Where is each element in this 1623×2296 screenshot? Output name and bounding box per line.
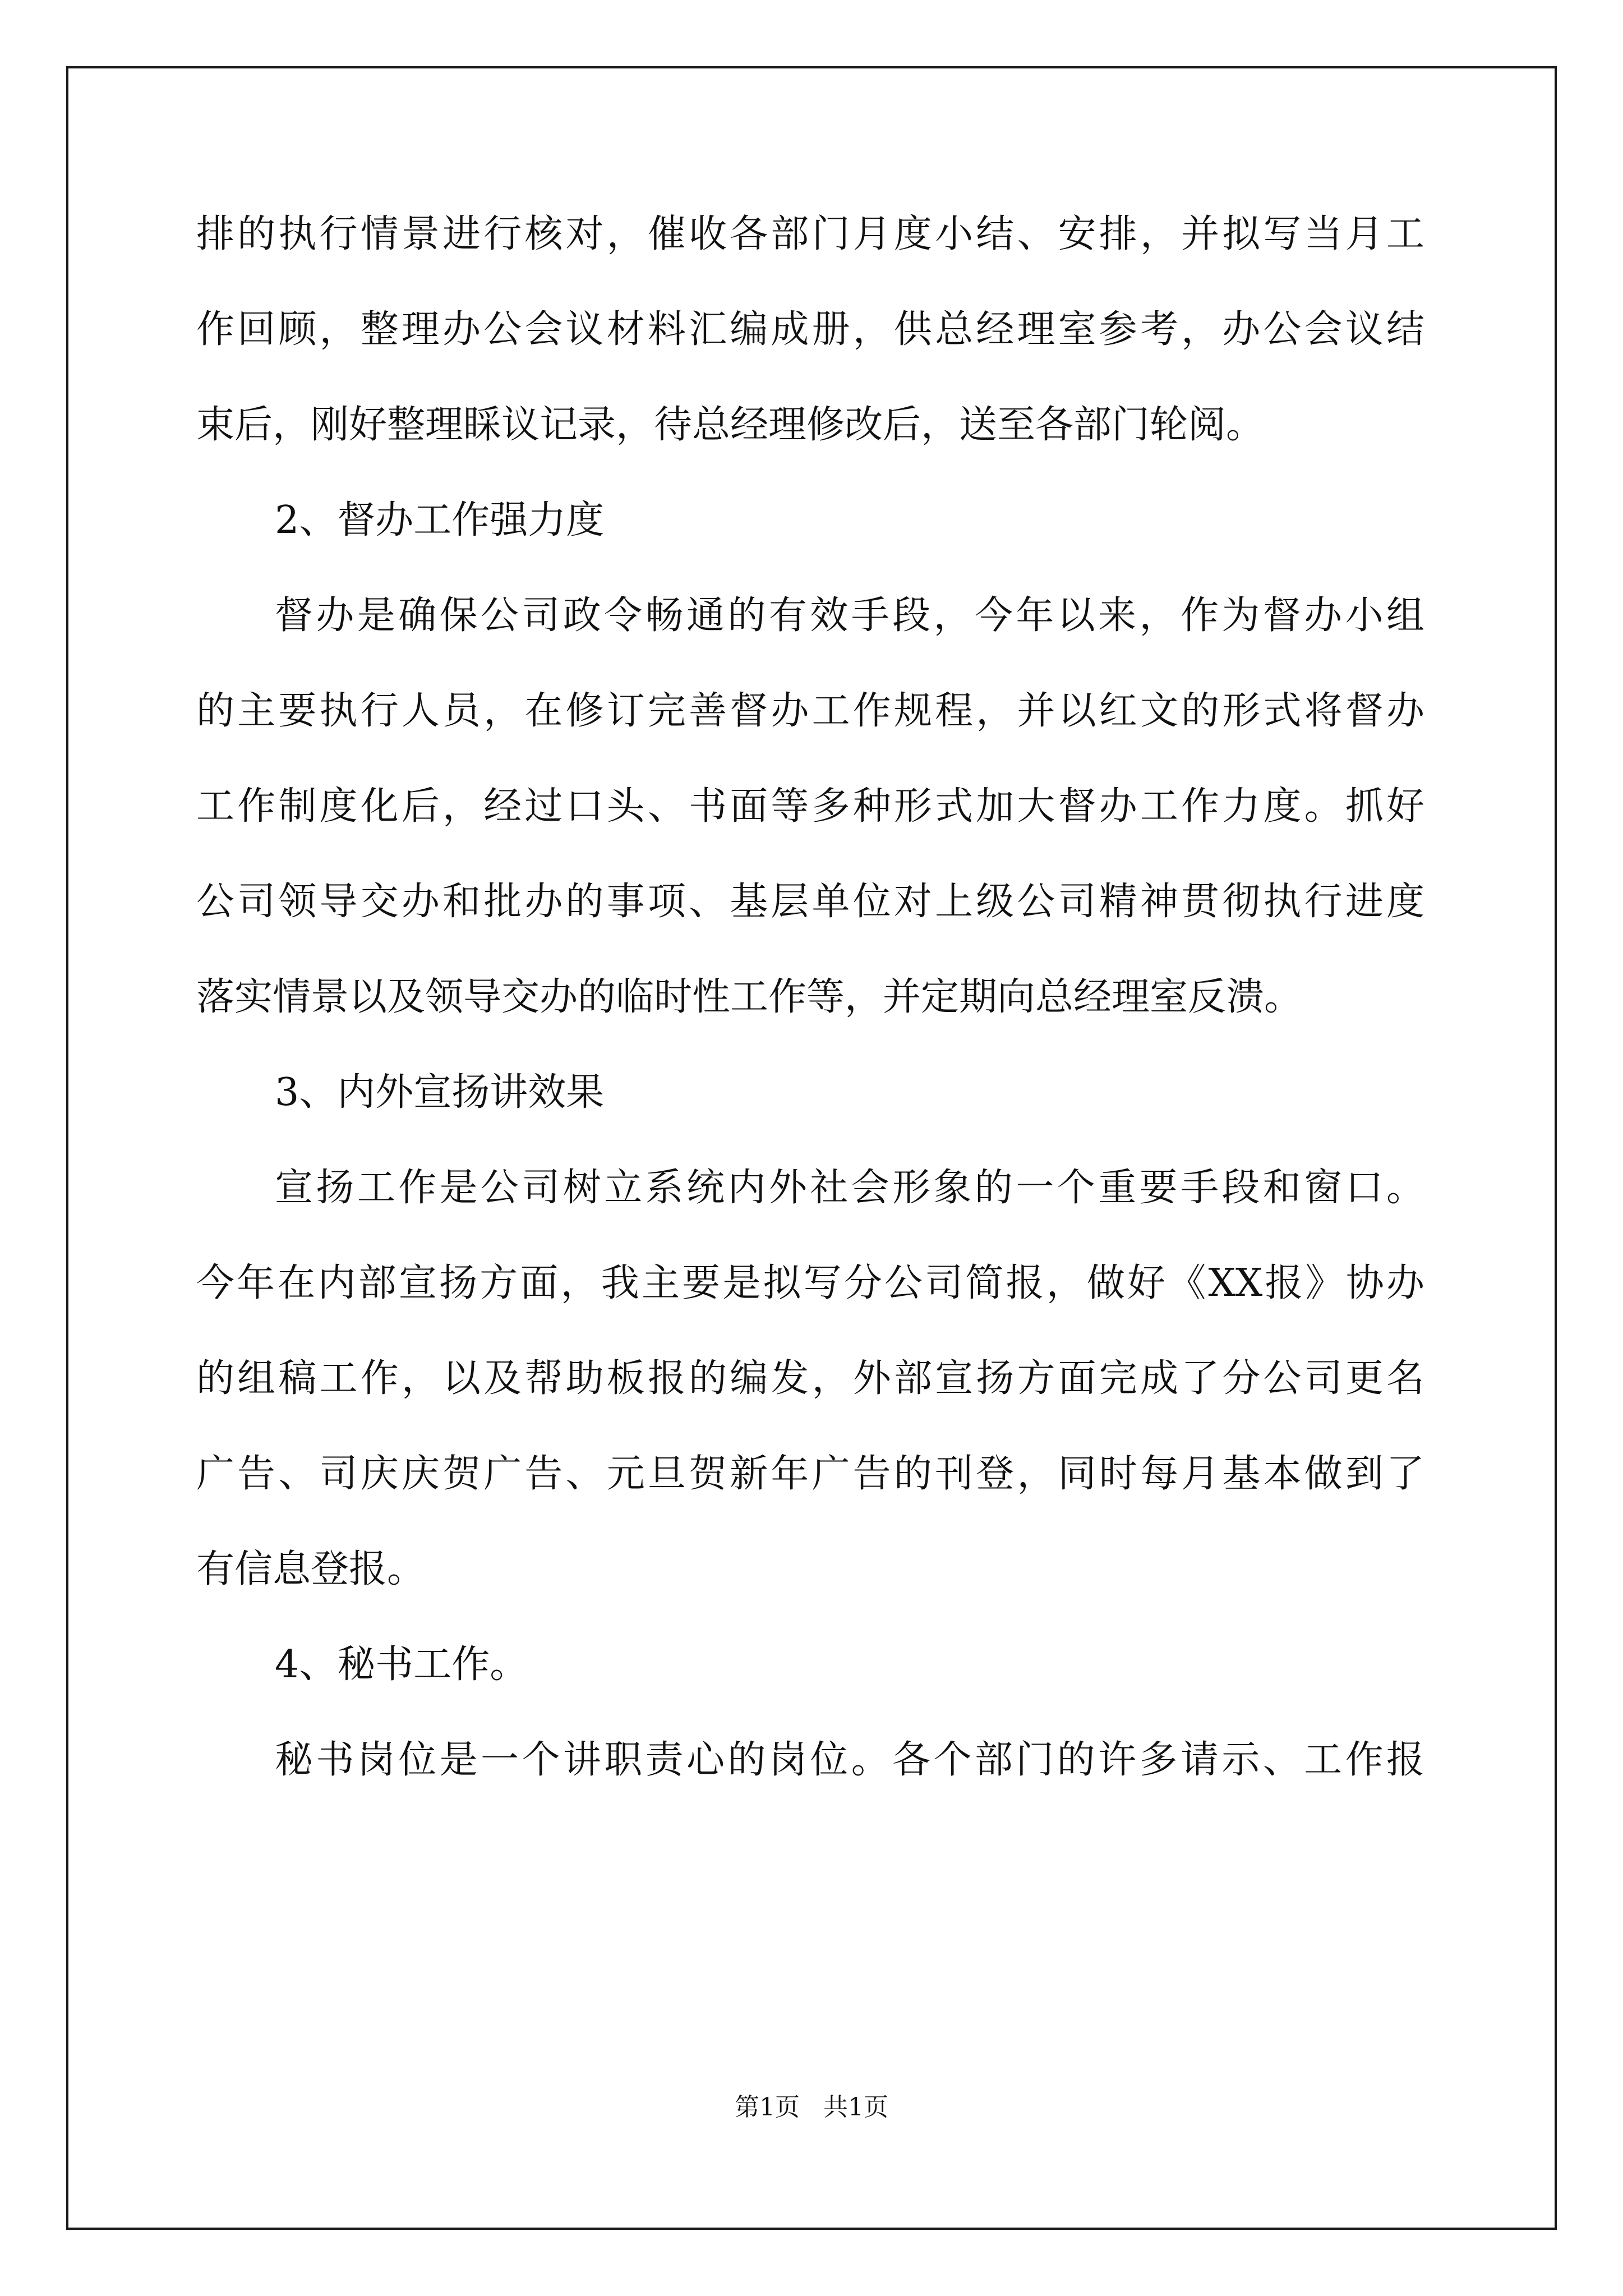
text-line: 督办是确保公司政令畅通的有效手段，今年以来，作为督办小组 xyxy=(275,593,1424,638)
page-border xyxy=(66,66,1557,2230)
text-line: 公司领导交办和批办的事项、基层单位对上级公司精神贯彻执行进度 xyxy=(196,880,1424,924)
text-line: 的组稿工作，以及帮助板报的编发，外部宣扬方面完成了分公司更名 xyxy=(196,1356,1424,1401)
page-footer xyxy=(0,2087,1623,2123)
page-total: 共1页 xyxy=(823,2093,888,2122)
text-line: 工作制度化后，经过口头、书面等多种形式加大督办工作力度。抓好 xyxy=(196,784,1424,829)
text-line: 落实情景以及领导交办的临时性工作等，并定期向总经理室反溃。 xyxy=(196,975,1303,1019)
section-heading: 3、内外宣扬讲效果 xyxy=(275,1070,605,1115)
text-line: 广告、司庆庆贺广告、元旦贺新年广告的刊登，同时每月基本做到了 xyxy=(196,1452,1424,1496)
text-line: 宣扬工作是公司树立系统内外社会形象的一个重要手段和窗口。 xyxy=(275,1166,1424,1210)
text-line: 有信息登报。 xyxy=(196,1547,426,1591)
section-heading: 2、督办工作强力度 xyxy=(275,498,605,542)
page-number: 第1页 xyxy=(735,2093,800,2122)
text-line: 今年在内部宣扬方面，我主要是拟写分公司简报，做好《XX报》协办 xyxy=(196,1261,1424,1305)
text-line: 作回顾，整理办公会议材料汇编成册，供总经理室参考，办公会议结 xyxy=(196,307,1424,352)
section-heading: 4、秘书工作。 xyxy=(275,1642,528,1687)
text-line: 束后，刚好整理睬议记录，待总经理修改后，送至各部门轮阅。 xyxy=(196,403,1265,447)
text-line: 的主要执行人员，在修订完善督办工作规程，并以红文的形式将督办 xyxy=(196,689,1424,733)
text-line: 排的执行情景进行核对，催收各部门月度小结、安排，并拟写当月工 xyxy=(196,212,1424,256)
text-line: 秘书岗位是一个讲职责心的岗位。各个部门的许多请示、工作报 xyxy=(275,1738,1424,1782)
